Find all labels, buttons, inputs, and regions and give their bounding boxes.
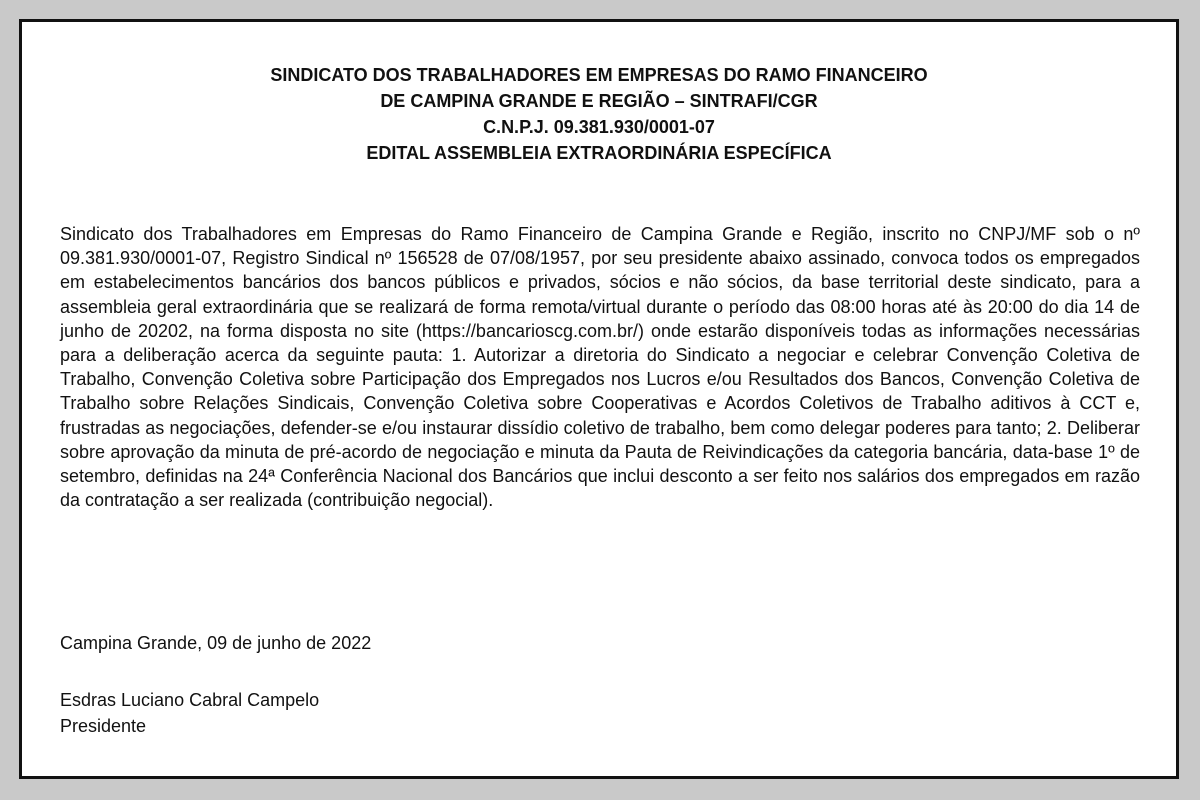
header-union-name-line2: DE CAMPINA GRANDE E REGIÃO – SINTRAFI/CGR [380, 91, 818, 111]
header-cnpj: C.N.P.J. 09.381.930/0001-07 [483, 117, 715, 137]
signature-block [60, 687, 319, 739]
notice-body-paragraph: Sindicato dos Trabalhadores em Empresas do Ramo Financeiro de Campina Grande e Região, inscrito no CNPJ/MF sob o nº 09.381.930/0001-07, Registro Sindical nº 156528 de 07/08/1957, por seu presidente abaixo assinado, convoca todos os empregados em estabelecimentos bancários dos bancos públicos e privados, sócios e não sócios, da base territorial deste sindicato, para a assembleia geral extraordinária que se realizará de forma remota/virtual durante o período das 08:00 horas até às 20:00 do dia 14 de junho de 20202, na forma disposta no site (https://bancarioscg.com.br/) onde estarão disponíveis todas as informações necessárias para a deliberação acerca da seguinte pauta: 1. Autorizar a diretoria do Sindicato a negociar e celebrar Convenção Coletiva de Trabalho, Convenção Coletiva sobre Participação dos Empregados nos Lucros e/ou Resultados dos Bancos, Convenção Coletiva de Trabalho sobre Relações Sindicais, Convenção Coletiva sobre Cooperativas e Acordos Coletivos de Trabalho aditivos à CCT e, frustradas as negociações, defender-se e/ou instaurar dissídio coletivo de trabalho, bem como delegar poderes para tanto; 2. Deliberar sobre aprovação da minuta de pré-acordo de negociação e minuta da Pauta de Reivindicações da categoria bancária, data-base 1º de setembro, definidas na 24ª Conferência Nacional dos Bancários que inclui desconto a ser feito nos salários dos empregados em razão da contratação a ser realizada (contribuição negocial). [60, 224, 1140, 511]
place-and-date: Campina Grande, 09 de junho de 2022 [60, 633, 372, 653]
signatory-name: Esdras Luciano Cabral Campelo [60, 690, 320, 710]
header-notice-title: EDITAL ASSEMBLEIA EXTRAORDINÁRIA ESPECÍFICA [366, 143, 832, 163]
document-header [22, 62, 1176, 166]
signatory-role: Presidente [60, 716, 147, 736]
header-union-name-line1: SINDICATO DOS TRABALHADORES EM EMPRESAS DO RAMO FINANCEIRO [270, 65, 928, 85]
edital-frame [19, 19, 1179, 779]
